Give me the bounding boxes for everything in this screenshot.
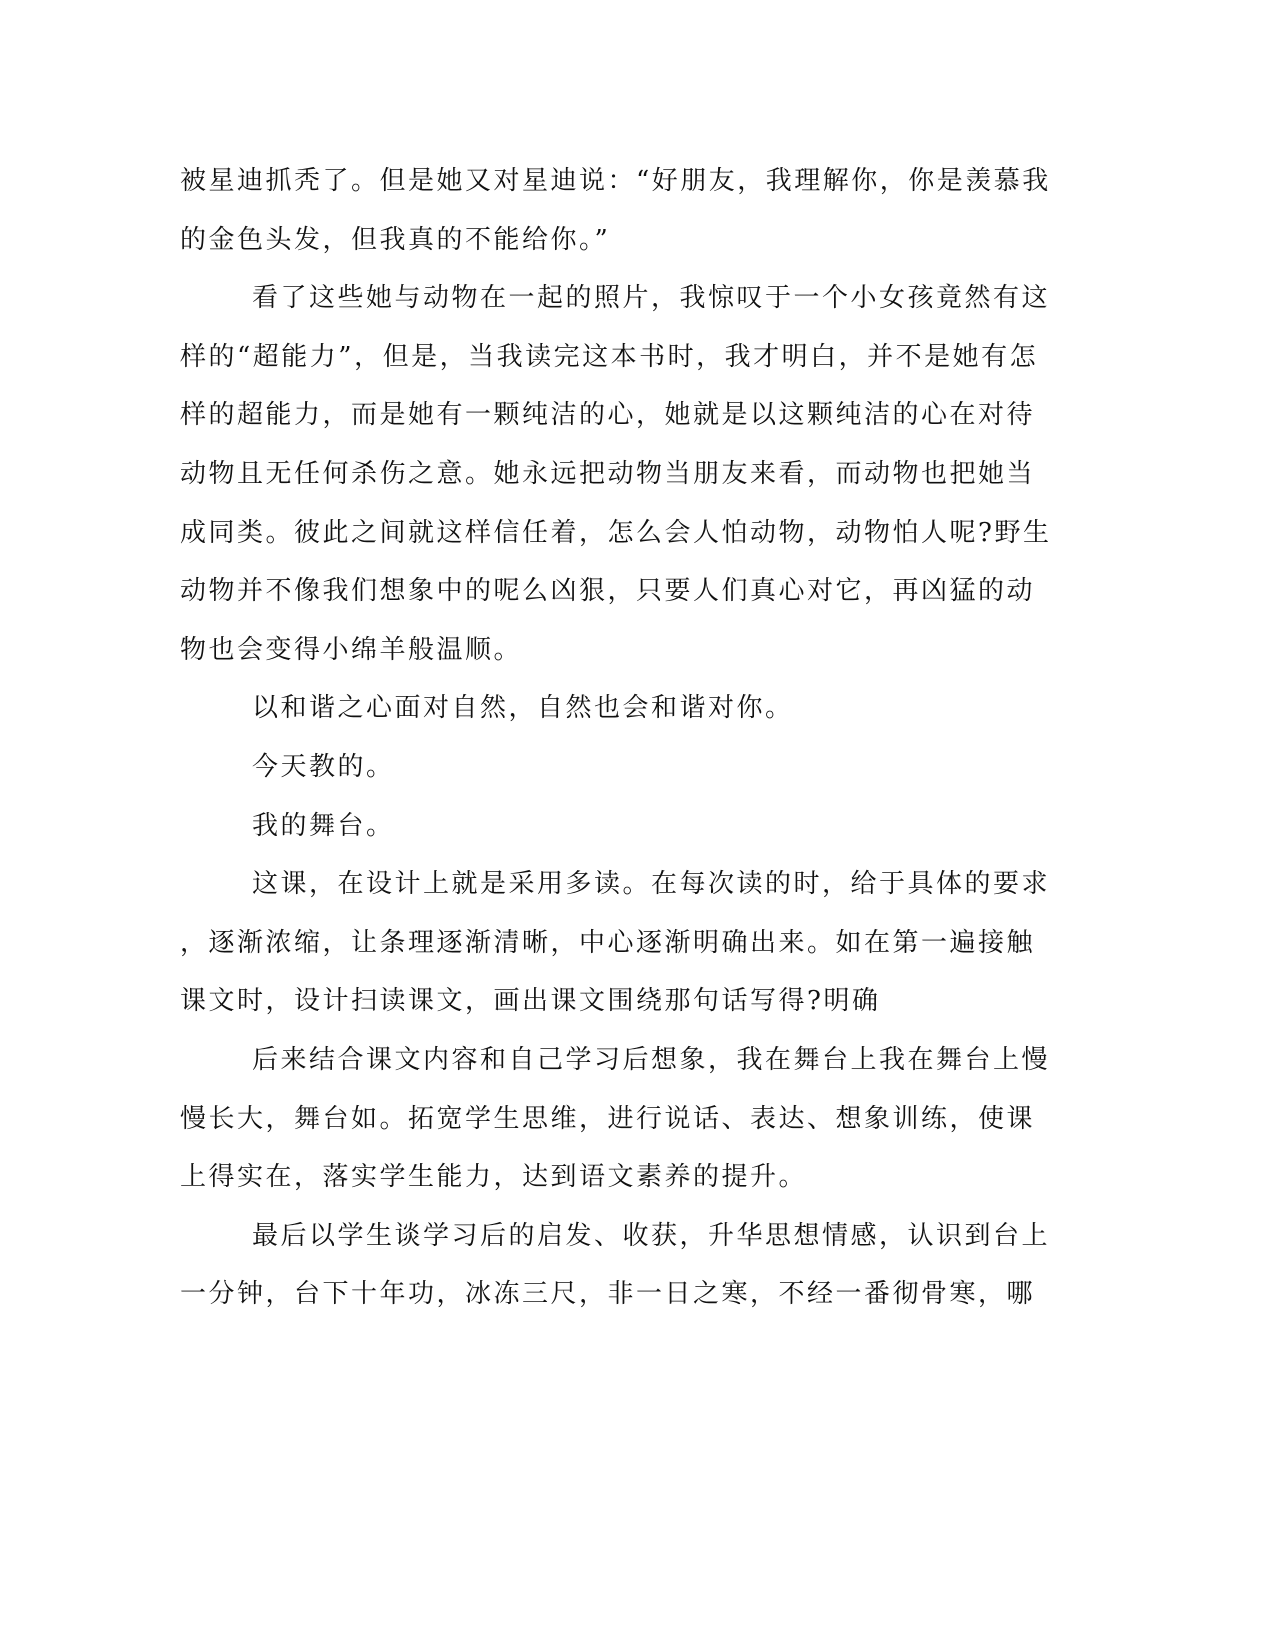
- document-body: [180, 152, 1052, 1324]
- text-line-13: 这课，在设计上就是采用多读。在每次读的时，给于具体的要求: [252, 869, 1051, 900]
- text-line-16: 后来结合课文内容和自己学习后想象，我在舞台上我在舞台上慢: [252, 1044, 1051, 1075]
- text-line-3: 看了这些她与动物在一起的照片，我惊叹于一个小女孩竟然有这: [252, 283, 1051, 314]
- text-line-18: 上得实在，落实学生能力，达到语文素养的提升。: [180, 1162, 808, 1193]
- text-line-12: 我的舞台。: [252, 810, 395, 841]
- text-line-1: 被星迪抓秃了。但是她又对星迪说：“好朋友，我理解你，你是羡慕我: [180, 166, 1051, 196]
- text-line-5: 样的超能力，而是她有一颗纯洁的心，她就是以这颗纯洁的心在对待: [180, 400, 1036, 431]
- text-line-15: 课文时，设计扫读课文，画出课文围绕那句话写得?明确: [180, 986, 881, 1017]
- text-line-8: 动物并不像我们想象中的呢么凶狠，只要人们真心对它，再凶猛的动: [180, 576, 1036, 607]
- text-line-4: 样的“超能力”，但是，当我读完这本书时，我才明白，并不是她有怎: [180, 341, 1039, 372]
- text-line-20: 一分钟，台下十年功，冰冻三尺，非一日之寒，不经一番彻骨寒，哪: [180, 1279, 1036, 1310]
- text-line-19: 最后以学生谈学习后的启发、收获，升华思想情感，认识到台上: [252, 1220, 1051, 1251]
- text-line-10: 以和谐之心面对自然，自然也会和谐对你。: [252, 693, 794, 724]
- text-line-11: 今天教的。: [252, 751, 395, 782]
- text-line-9: 物也会变得小绵羊般温顺。: [180, 634, 523, 665]
- text-line-17: 慢长大，舞台如。拓宽学生思维，进行说话、表达、想象训练，使课: [180, 1103, 1036, 1134]
- text-line-14: ，逐渐浓缩，让条理逐渐清晰，中心逐渐明确出来。如在第一遍接触: [180, 927, 1036, 958]
- text-line-2: 的金色头发，但我真的不能给你。”: [180, 224, 611, 255]
- text-line-6: 动物且无任何杀伤之意。她永远把动物当朋友来看，而动物也把她当: [180, 458, 1036, 489]
- text-line-7: 成同类。彼此之间就这样信任着，怎么会人怕动物，动物怕人呢?野生: [180, 517, 1052, 548]
